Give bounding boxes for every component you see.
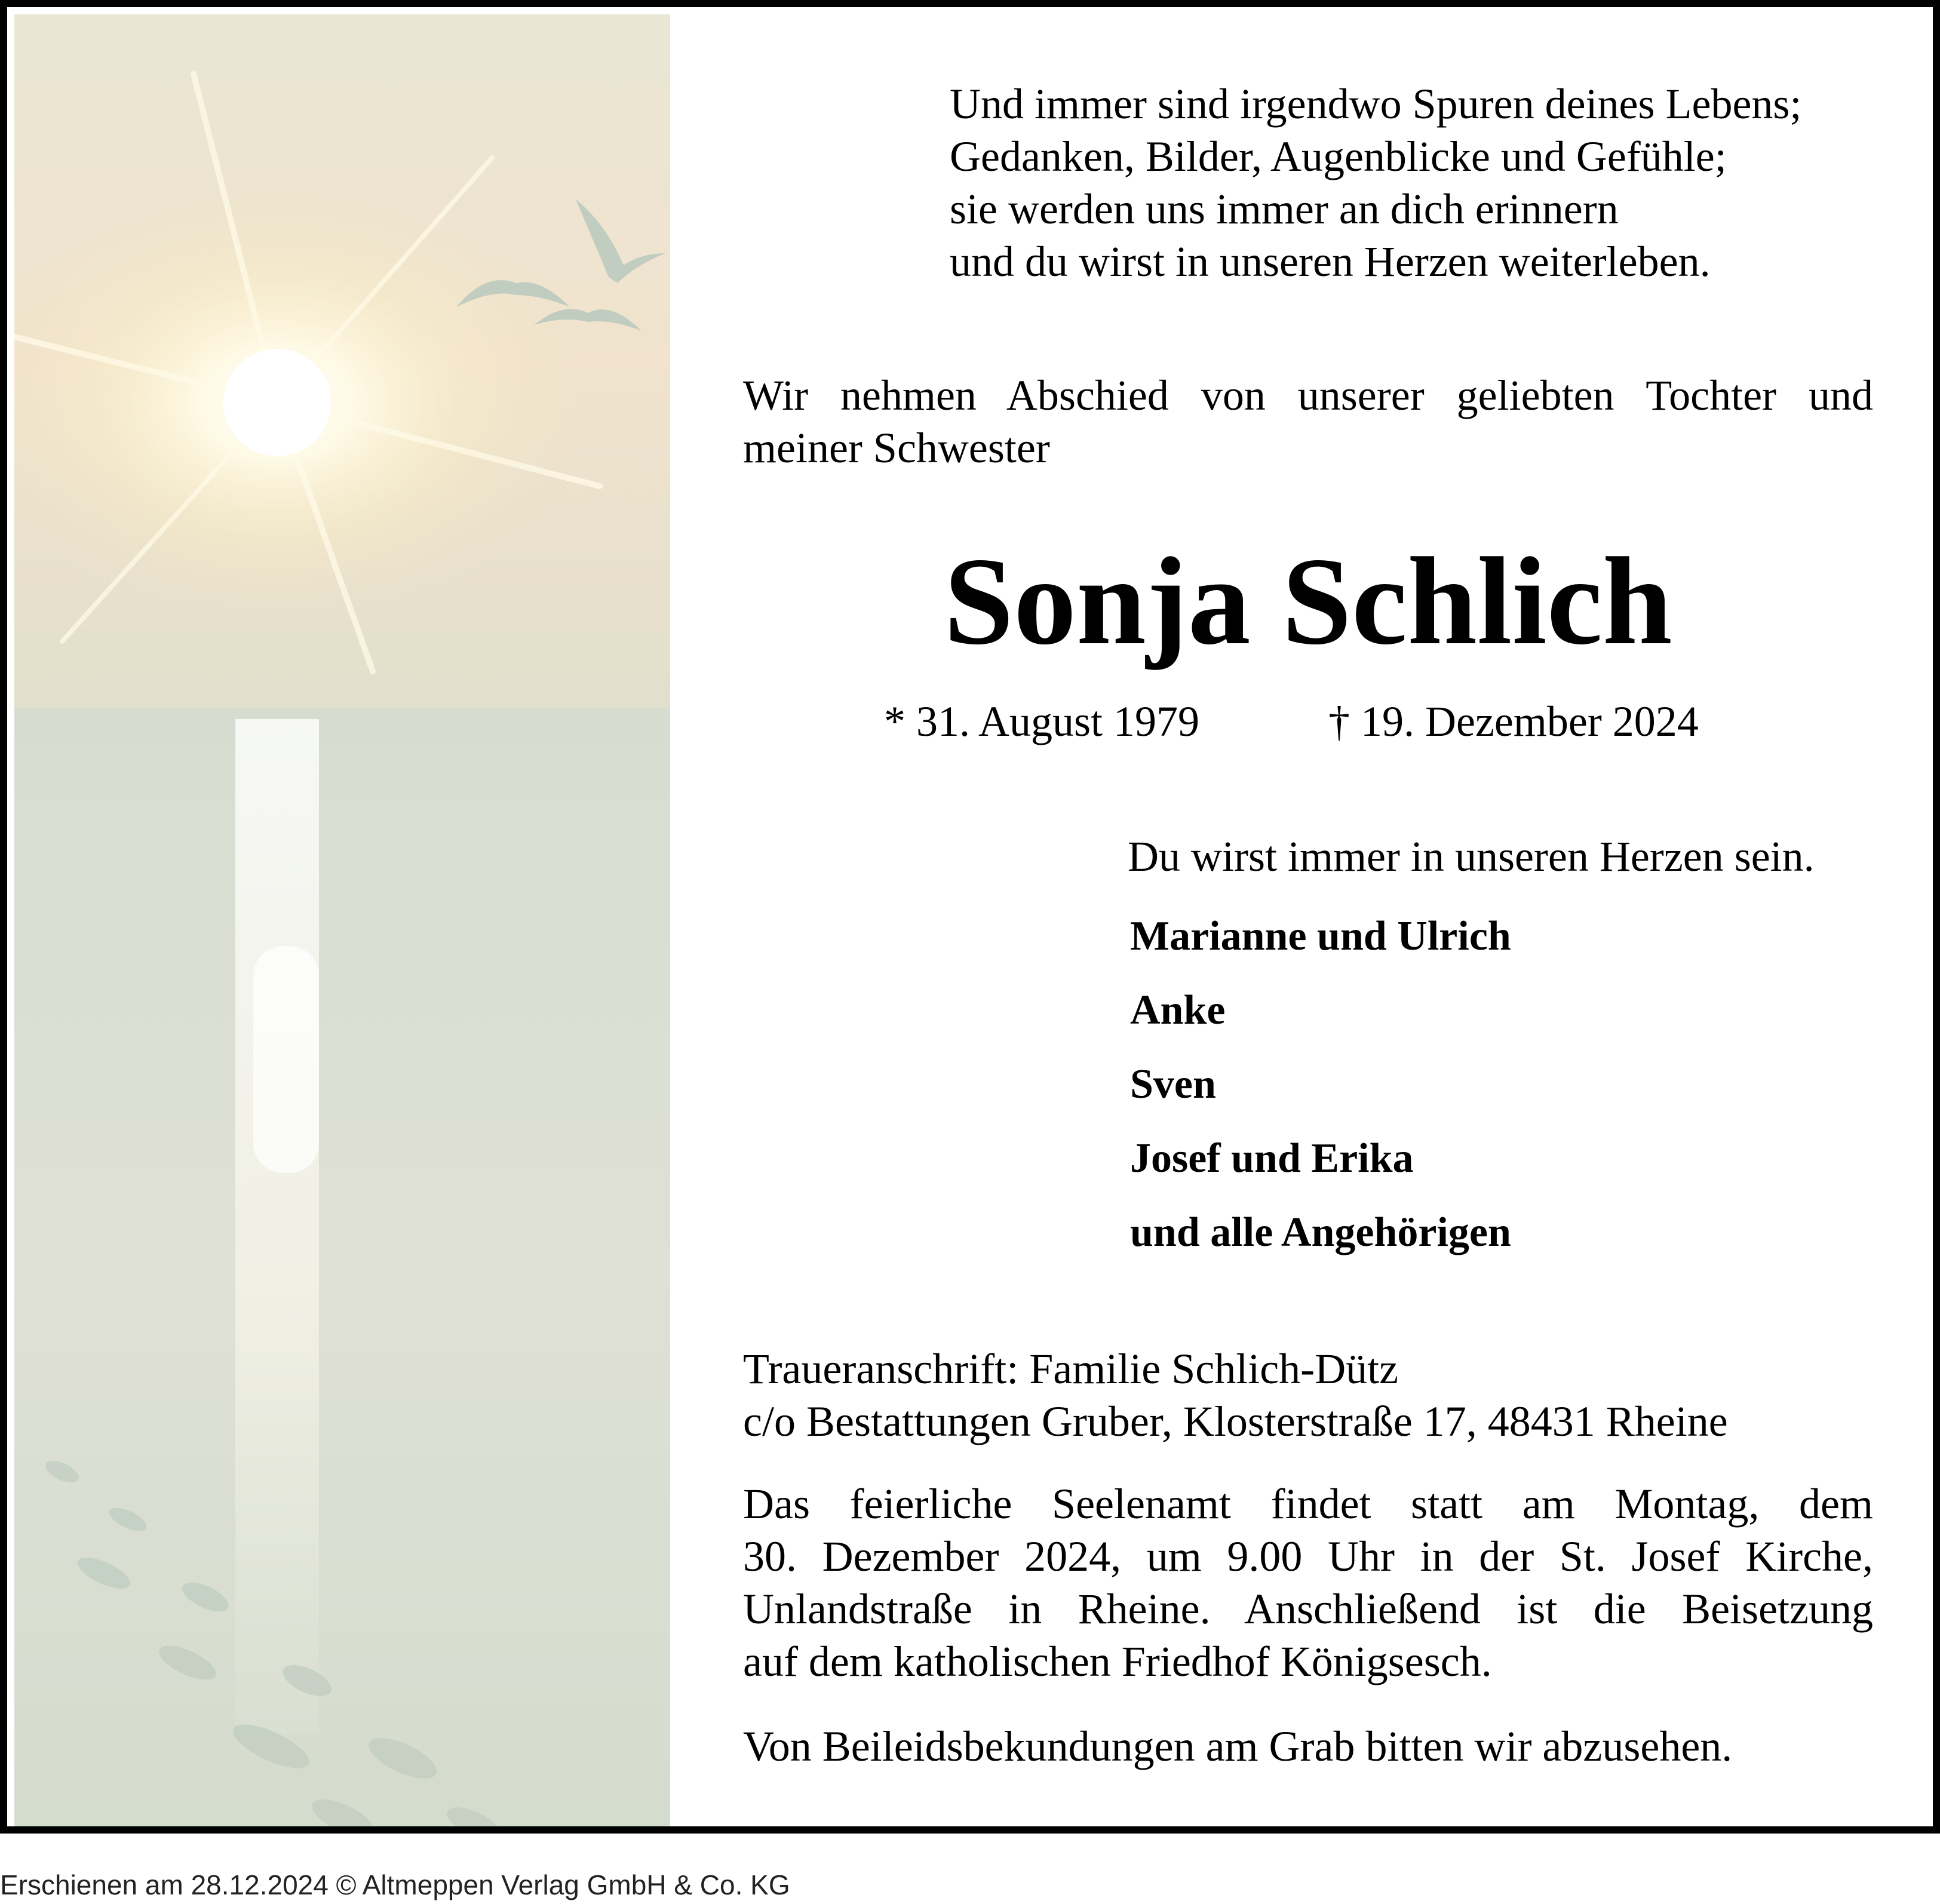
intro-line-1: Wir nehmen Abschied von unserer geliebten Tochter und [743,371,1873,419]
sun [223,349,331,456]
mourner: Sven [1130,1061,1216,1107]
seascape-sunset-image [14,14,670,1834]
poem-line: und du wirst in unseren Herzen weiterleben. [950,238,1711,285]
sun-reflection [235,719,319,1734]
poem-line: Und immer sind irgendwo Spuren deines Lebens; [950,80,1802,128]
service-line: Das feierliche Seelenamt findet statt am Montag, dem [743,1480,1873,1528]
mourner: und alle Angehörigen [1130,1209,1511,1255]
address-line-1: Traueranschrift: Familie Schlich-Dütz [743,1345,1399,1393]
service-line: Unlandstraße in Rheine. Anschließend ist die Beisetzung [743,1585,1873,1633]
publication-footer: Erschienen am 28.12.2024 © Altmeppen Verlag GmbH & Co. KG [0,1869,790,1900]
sea [14,708,670,1834]
service-info [743,1478,1873,1688]
poem-line: sie werden uns immer an dich erinnern [950,185,1619,233]
mourner: Josef und Erika [1130,1135,1414,1181]
motto: Du wirst immer in unseren Herzen sein. [1128,833,1815,880]
farewell-intro [743,369,1873,474]
deceased-name: Sonja Schlich [944,532,1672,671]
intro-line-2: meiner Schwester [743,424,1050,472]
poem-line: Gedanken, Bilder, Augenblicke und Gefühle; [950,133,1727,180]
mourners-list [1130,910,1511,1280]
service-line: 30. Dezember 2024, um 9.00 Uhr in der St. Josef Kirche, [743,1533,1873,1580]
mourning-address [743,1343,1728,1448]
mourner: Anke [1130,987,1226,1033]
poem [950,78,1873,288]
closing-note: Von Beileidsbekundungen am Grab bitten wir abzusehen. [743,1722,1733,1770]
obituary-text [743,7,1873,1834]
address-line-2: c/o Bestattungen Gruber, Klosterstraße 17, 48431 Rheine [743,1398,1728,1445]
seascape-illustration [14,14,670,1834]
mourner: Marianne und Ulrich [1130,913,1511,959]
service-line: auf dem katholischen Friedhof Königsesch. [743,1638,1492,1685]
birth-date: * 31. August 1979 [884,698,1200,745]
death-date: † 19. Dezember 2024 [1328,698,1699,745]
